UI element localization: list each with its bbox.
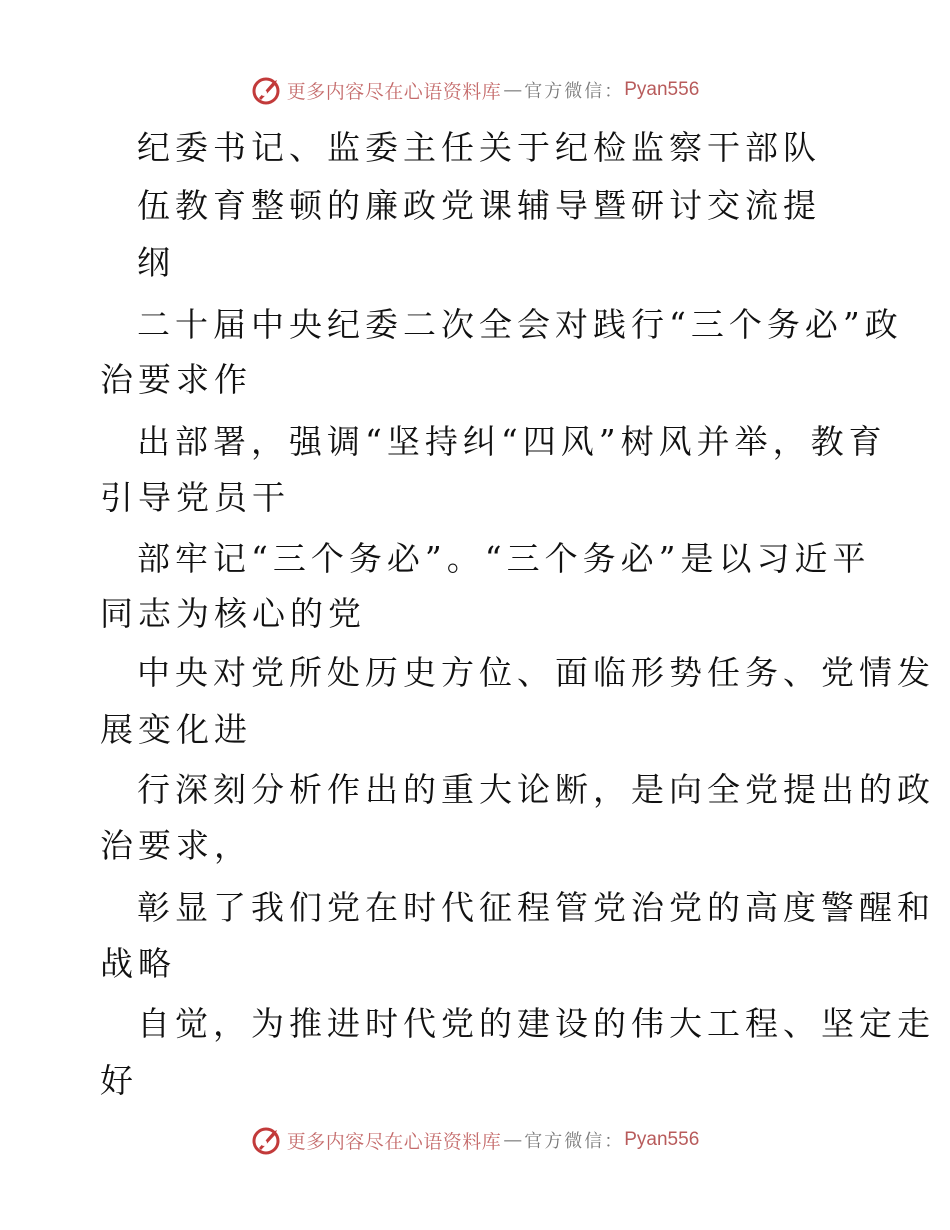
doc-line-4: 二十届中央纪委二次全会对践行“三个务必”政 <box>137 305 903 344</box>
doc-line-13: 治要求， <box>100 826 252 865</box>
doc-line-14: 彰显了我们党在时代征程管党治党的高度警醒和 <box>137 888 935 927</box>
watermark-id: Pyan556 <box>624 79 700 100</box>
watermark-brand: 更多内容尽在心语资料库 <box>286 1130 502 1153</box>
doc-line-16: 自觉，为推进时代党的建设的伟大工程、坚定走 <box>137 1004 935 1043</box>
watermark-id: Pyan556 <box>624 1129 700 1150</box>
watermark-dash: — <box>503 79 523 101</box>
doc-line-12: 行深刻分析作出的重大论断，是向全党提出的政 <box>137 770 935 809</box>
watermark-brand: 更多内容尽在心语资料库 <box>286 80 502 103</box>
watermark-dash: — <box>503 1129 523 1151</box>
doc-line-1: 纪委书记、监委主任关于纪检监察干部队 <box>137 128 821 167</box>
doc-line-8: 部牢记“三个务必”。“三个务必”是以习近平 <box>137 539 871 578</box>
doc-line-11: 展变化进 <box>100 710 252 749</box>
pen-logo-icon <box>251 74 283 106</box>
pen-logo-icon <box>251 1124 283 1156</box>
watermark-label: 官方微信： <box>524 81 625 102</box>
doc-line-6: 出部署，强调“坚持纠“四风”树风并举，教育 <box>137 422 887 461</box>
watermark-header <box>0 72 950 108</box>
doc-line-10: 中央对党所处历史方位、面临形势任务、党情发 <box>137 653 935 692</box>
doc-line-5: 治要求作 <box>100 360 252 399</box>
doc-line-9: 同志为核心的党 <box>100 594 366 633</box>
doc-line-3: 纲 <box>137 243 175 282</box>
watermark-label: 官方微信： <box>524 1131 625 1152</box>
doc-line-17: 好 <box>100 1061 138 1100</box>
doc-line-2: 伍教育整顿的廉政党课辅导暨研讨交流提 <box>137 186 821 225</box>
doc-line-7: 引导党员干 <box>100 478 290 517</box>
doc-line-15: 战略 <box>100 944 176 983</box>
watermark-footer <box>0 1122 950 1158</box>
